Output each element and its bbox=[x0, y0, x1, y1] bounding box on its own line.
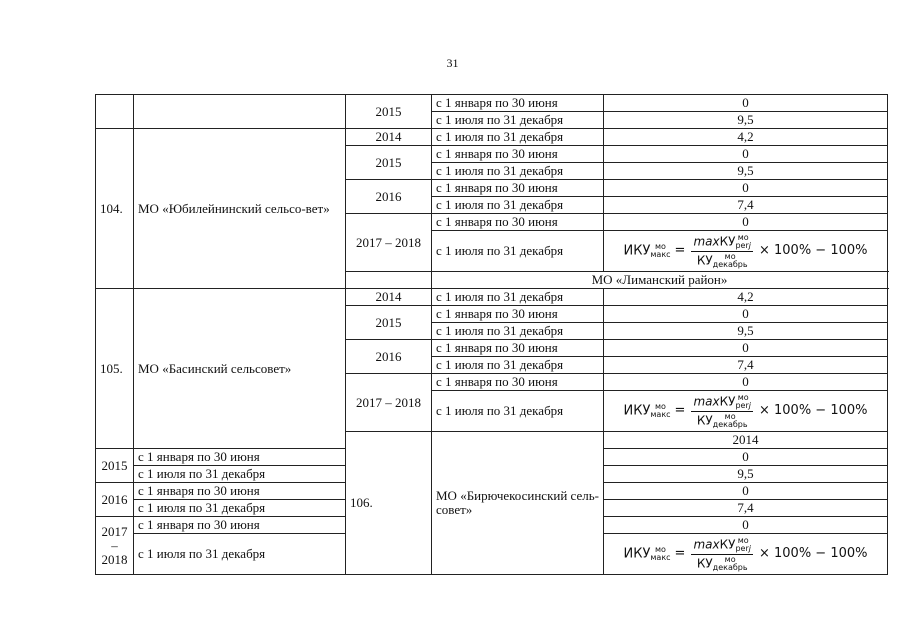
period-cell: с 1 января по 30 июня bbox=[432, 340, 604, 357]
year-cell: 2017 – 2018 bbox=[96, 517, 134, 575]
year-cell: 2015 bbox=[346, 146, 432, 180]
value-cell: 4,2 bbox=[604, 129, 888, 146]
value-cell: 0 bbox=[604, 340, 888, 357]
iku-formula: ИКУ мо макс = maxКУ мо perj КУ мо декабрь × 100% − 100% bbox=[623, 232, 868, 269]
period-cell: с 1 января по 30 июня bbox=[134, 449, 346, 466]
formula-fraction: maxКУ мо perj КУ мо декабрь bbox=[693, 535, 751, 572]
value-cell: 0 bbox=[604, 95, 888, 112]
period-cell: с 1 июля по 31 декабря bbox=[134, 534, 346, 575]
year-cell: 2015 bbox=[346, 95, 432, 129]
row-number-cell bbox=[96, 95, 134, 129]
period-cell: с 1 января по 30 июня bbox=[432, 146, 604, 163]
formula-cell bbox=[604, 534, 888, 575]
period-cell: с 1 июля по 31 декабря bbox=[432, 129, 604, 146]
tariff-table bbox=[95, 94, 888, 575]
row-number-cell: 104. bbox=[96, 129, 134, 289]
formula-lhs: ИКУ мо макс bbox=[623, 545, 671, 562]
municipality-cell: МО «Бирючекосинский сель-совет» bbox=[432, 432, 604, 575]
value-cell: 0 bbox=[604, 146, 888, 163]
period-cell: с 1 января по 30 июня bbox=[134, 483, 346, 500]
value-cell: 0 bbox=[604, 517, 888, 534]
period-cell: с 1 июля по 31 декабря bbox=[432, 391, 604, 432]
value-cell: 4,2 bbox=[604, 289, 888, 306]
year-cell: 2016 bbox=[346, 180, 432, 214]
year-cell: 2016 bbox=[96, 483, 134, 517]
year-cell: 2017 – 2018 bbox=[346, 214, 432, 272]
year-cell: 2014 bbox=[604, 432, 888, 449]
value-cell: 7,4 bbox=[604, 357, 888, 374]
row-number-cell: 106. bbox=[346, 432, 432, 575]
row-number-cell bbox=[346, 272, 432, 289]
value-cell: 0 bbox=[604, 374, 888, 391]
formula-cell bbox=[604, 231, 888, 272]
value-cell: 7,4 bbox=[604, 197, 888, 214]
row-number-cell: 105. bbox=[96, 289, 134, 449]
period-cell: с 1 июля по 31 декабря bbox=[134, 466, 346, 483]
period-cell: с 1 июля по 31 декабря bbox=[432, 112, 604, 129]
formula-fraction: maxКУ мо perj КУ мо декабрь bbox=[693, 232, 751, 269]
value-cell: 9,5 bbox=[604, 112, 888, 129]
value-cell: 0 bbox=[604, 180, 888, 197]
section-title: МО «Лиманский район» bbox=[432, 272, 888, 289]
year-cell: 2017 – 2018 bbox=[346, 374, 432, 432]
formula-fraction: maxКУ мо perj КУ мо декабрь bbox=[693, 392, 751, 429]
period-cell: с 1 июля по 31 декабря bbox=[432, 163, 604, 180]
formula-lhs: ИКУ мо макс bbox=[623, 402, 671, 419]
period-cell: с 1 января по 30 июня bbox=[432, 180, 604, 197]
period-cell: с 1 июля по 31 декабря bbox=[134, 500, 346, 517]
year-cell: 2014 bbox=[346, 129, 432, 146]
period-cell: с 1 июля по 31 декабря bbox=[432, 197, 604, 214]
year-cell: 2016 bbox=[346, 340, 432, 374]
value-cell: 9,5 bbox=[604, 323, 888, 340]
formula-lhs: ИКУ мо макс bbox=[623, 242, 671, 259]
period-cell: с 1 января по 30 июня bbox=[134, 517, 346, 534]
iku-formula: ИКУ мо макс = maxКУ мо perj КУ мо декабрь × 100% − 100% bbox=[623, 535, 868, 572]
period-cell: с 1 января по 30 июня bbox=[432, 95, 604, 112]
year-cell: 2014 bbox=[346, 289, 432, 306]
value-cell: 0 bbox=[604, 449, 888, 466]
period-cell: с 1 января по 30 июня bbox=[432, 214, 604, 231]
value-cell: 9,5 bbox=[604, 466, 888, 483]
year-cell: 2015 bbox=[346, 306, 432, 340]
period-cell: с 1 июля по 31 декабря bbox=[432, 289, 604, 306]
value-cell: 0 bbox=[604, 483, 888, 500]
year-cell: 2015 bbox=[96, 449, 134, 483]
formula-cell bbox=[604, 391, 888, 432]
value-cell: 9,5 bbox=[604, 163, 888, 180]
municipality-cell: МО «Юбилейнинский сельсо-вет» bbox=[134, 129, 346, 289]
table-row bbox=[96, 289, 888, 306]
period-cell: с 1 июля по 31 декабря bbox=[432, 357, 604, 374]
period-cell: с 1 июля по 31 декабря bbox=[432, 231, 604, 272]
value-cell: 0 bbox=[604, 214, 888, 231]
table-row bbox=[96, 95, 888, 112]
period-cell: с 1 января по 30 июня bbox=[432, 306, 604, 323]
table-row bbox=[96, 129, 888, 146]
municipality-cell bbox=[134, 95, 346, 129]
iku-formula: ИКУ мо макс = maxКУ мо perj КУ мо декабрь × 100% − 100% bbox=[623, 392, 868, 429]
period-cell: с 1 июля по 31 декабря bbox=[432, 323, 604, 340]
page-number: 31 bbox=[446, 56, 459, 70]
period-cell: с 1 января по 30 июня bbox=[432, 374, 604, 391]
municipality-cell: МО «Басинский сельсовет» bbox=[134, 289, 346, 449]
value-cell: 7,4 bbox=[604, 500, 888, 517]
value-cell: 0 bbox=[604, 306, 888, 323]
